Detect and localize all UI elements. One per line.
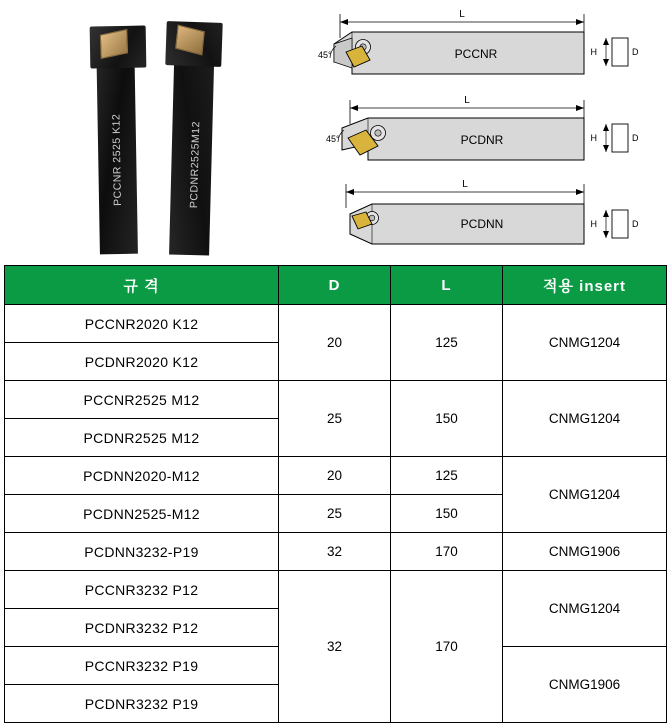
cell-l: 125 <box>391 305 503 381</box>
table-row <box>5 457 667 495</box>
tool-holder-right-label: PCDNR2525M12 <box>188 120 203 209</box>
drawing-pcdnr <box>316 88 666 174</box>
cell-code: PCCNR2020 K12 <box>5 305 279 343</box>
dimension-h-label-2: H <box>590 133 597 143</box>
spec-table <box>4 265 667 723</box>
cell-code: PCDNR3232 P12 <box>5 609 279 647</box>
cell-d: 25 <box>279 381 391 457</box>
table-row <box>5 381 667 419</box>
cell-code: PCDNR3232 P19 <box>5 685 279 723</box>
dimension-h-label-3: H <box>590 219 597 229</box>
technical-drawings <box>316 0 666 258</box>
dimension-l-label-2: L <box>464 95 470 106</box>
dimension-h-label-1: H <box>590 47 597 57</box>
tool-holder-left-label: PCCNR 2525 K12 <box>110 113 124 206</box>
angle-label-1: 45° <box>318 50 332 60</box>
table-row <box>5 571 667 609</box>
cell-d: 20 <box>279 305 391 381</box>
table-row <box>5 533 667 571</box>
dimension-d-label-3: D <box>632 219 639 229</box>
drawing-pccnr <box>316 2 666 88</box>
cell-code: PCDNR2020 K12 <box>5 343 279 381</box>
table-header-row <box>5 266 667 305</box>
angle-label-2: 45° <box>326 134 340 144</box>
table-row <box>5 305 667 343</box>
spec-table-wrapper <box>4 265 666 723</box>
header-l: L <box>391 266 503 305</box>
cell-l: 170 <box>391 571 503 723</box>
drawing-body-label-1: PCCNR <box>454 47 498 61</box>
dimension-d-label-2: D <box>632 133 639 143</box>
cell-l: 170 <box>391 533 503 571</box>
cell-code: PCCNR3232 P12 <box>5 571 279 609</box>
header-spec: 규 격 <box>5 266 279 305</box>
header-insert: 적용 insert <box>503 266 667 305</box>
cell-code: PCCNR3232 P19 <box>5 647 279 685</box>
dimension-l-label-1: L <box>459 9 465 20</box>
illustration-area <box>0 0 670 262</box>
header-d: D <box>279 266 391 305</box>
cell-insert: CNMG1204 <box>503 457 667 533</box>
cell-code: PCDNN2020-M12 <box>5 457 279 495</box>
drawing-body-label-2: PCDNR <box>460 133 504 147</box>
dimension-l-label-3: L <box>462 179 468 190</box>
cell-code: PCCNR2525 M12 <box>5 381 279 419</box>
cell-insert: CNMG1204 <box>503 571 667 647</box>
cell-insert: CNMG1906 <box>503 647 667 723</box>
cell-insert: CNMG1204 <box>503 305 667 381</box>
cell-code: PCDNN3232-P19 <box>5 533 279 571</box>
drawing-pcdnn <box>316 174 666 260</box>
cell-l: 150 <box>391 495 503 533</box>
drawing-body-label-3: PCDNN <box>460 217 504 231</box>
cell-l: 150 <box>391 381 503 457</box>
dimension-d-label-1: D <box>632 47 639 57</box>
cell-insert: CNMG1204 <box>503 381 667 457</box>
cell-d: 25 <box>279 495 391 533</box>
cell-insert: CNMG1906 <box>503 533 667 571</box>
cell-code: PCDNR2525 M12 <box>5 419 279 457</box>
cell-l: 125 <box>391 457 503 495</box>
cell-d: 32 <box>279 533 391 571</box>
cell-code: PCDNN2525-M12 <box>5 495 279 533</box>
tool-holder-photo <box>60 8 310 256</box>
cell-d: 20 <box>279 457 391 495</box>
cell-d: 32 <box>279 571 391 723</box>
